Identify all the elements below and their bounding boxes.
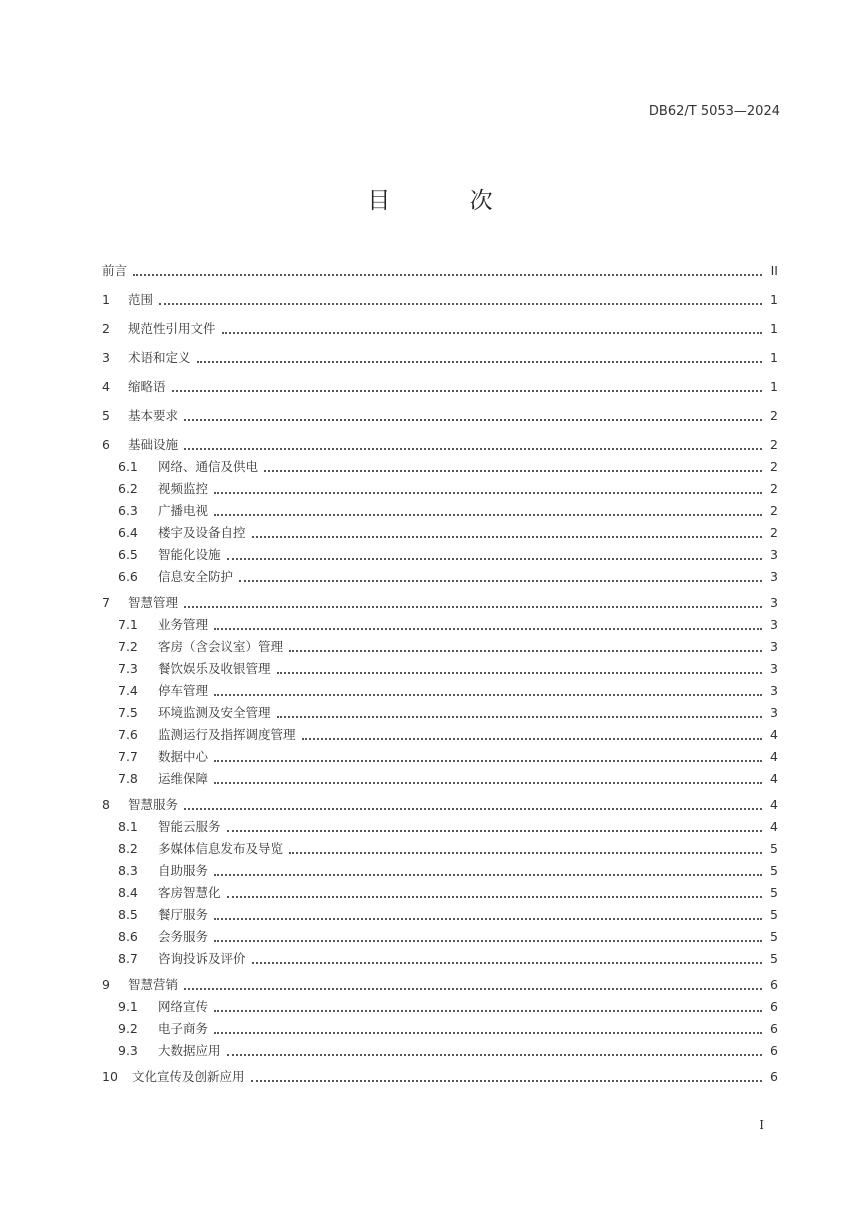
- dot-leader: [214, 917, 762, 920]
- toc-entry-page: 2: [770, 407, 778, 423]
- toc-entry[interactable]: [118, 904, 778, 924]
- toc-entry-page: 1: [770, 320, 778, 336]
- toc-entry-page: 3: [770, 616, 778, 632]
- dot-leader: [214, 491, 762, 494]
- toc-entry-label: 基本要求: [128, 408, 179, 423]
- toc-entry-page: 1: [770, 291, 778, 307]
- toc-entry[interactable]: [102, 347, 778, 367]
- toc-entry-label: 缩略语: [128, 379, 166, 394]
- toc-entry[interactable]: [118, 478, 778, 498]
- dot-leader: [214, 1031, 762, 1034]
- toc-entry[interactable]: [118, 926, 778, 946]
- dot-leader: [214, 781, 762, 784]
- toc-entry-number: 7.3: [118, 660, 138, 676]
- toc-entry-number: 8.5: [118, 906, 138, 922]
- toc-entry-label: 规范性引用文件: [128, 321, 216, 336]
- toc-entry-label: 前言: [102, 263, 128, 278]
- toc-entry[interactable]: [118, 566, 778, 586]
- dot-leader: [133, 273, 762, 276]
- toc-entry-label: 环境监测及安全管理: [158, 705, 271, 720]
- toc-entry-page: 3: [770, 704, 778, 720]
- toc-entry-number: 2: [102, 320, 110, 336]
- toc-entry-page: 5: [770, 862, 778, 878]
- toc-entry-number: 9.1: [118, 998, 138, 1014]
- toc-entry-page: 6: [770, 1068, 778, 1084]
- toc-entry-number: 7.1: [118, 616, 138, 632]
- dot-leader: [184, 807, 762, 810]
- toc-entry-number: 8.3: [118, 862, 138, 878]
- toc-entry[interactable]: [102, 434, 778, 454]
- toc-entry-label: 楼宇及设备自控: [158, 525, 246, 540]
- toc-entry-number: 7.5: [118, 704, 138, 720]
- toc-entry-number: 6.4: [118, 524, 138, 540]
- toc-entry-label: 网络宣传: [158, 999, 209, 1014]
- toc-entry-page: 4: [770, 796, 778, 812]
- toc-entry[interactable]: [118, 614, 778, 634]
- dot-leader: [184, 987, 762, 990]
- dot-leader: [227, 829, 762, 832]
- toc-entry-label: 基础设施: [128, 437, 179, 452]
- toc-entry-label: 咨询投诉及评价: [158, 951, 246, 966]
- toc-entry-page: 4: [770, 748, 778, 764]
- toc-entry-number: 8.6: [118, 928, 138, 944]
- toc-entry-page: 3: [770, 682, 778, 698]
- document-code: DB62/T 5053—2024: [648, 104, 780, 119]
- toc-entry-label: 电子商务: [158, 1021, 209, 1036]
- toc-entry-number: 6: [102, 436, 110, 452]
- toc-entry[interactable]: [102, 794, 778, 814]
- toc-entry-number: 3: [102, 349, 110, 365]
- toc-entry-number: 8.1: [118, 818, 138, 834]
- dot-leader: [302, 737, 762, 740]
- dot-leader: [214, 513, 762, 516]
- toc-entry-number: 7: [102, 594, 110, 610]
- toc-entry-label: 餐饮娱乐及收银管理: [158, 661, 271, 676]
- toc-entry-page: 4: [770, 770, 778, 786]
- toc-entry[interactable]: [118, 658, 778, 678]
- toc-entry-page: 2: [770, 436, 778, 452]
- toc-entry-page: 2: [770, 524, 778, 540]
- toc-entry-number: 7.8: [118, 770, 138, 786]
- toc-entry-page: 3: [770, 638, 778, 654]
- dot-leader: [184, 418, 762, 421]
- toc-entry-label: 信息安全防护: [158, 569, 234, 584]
- toc-entry[interactable]: [118, 522, 778, 542]
- toc-entry[interactable]: [118, 456, 778, 476]
- toc-entry-number: 10: [102, 1068, 118, 1084]
- toc-entry-page: 1: [770, 349, 778, 365]
- dot-leader: [239, 579, 762, 582]
- toc-entry-page: 6: [770, 1042, 778, 1058]
- toc-entry-label: 会务服务: [158, 929, 209, 944]
- toc-entry-label: 监测运行及指挥调度管理: [158, 727, 296, 742]
- toc-entry-page: 3: [770, 660, 778, 676]
- toc-entry[interactable]: [118, 768, 778, 788]
- dot-leader: [251, 1079, 762, 1082]
- toc-entry-label: 运维保障: [158, 771, 209, 786]
- toc-entry-number: 6.1: [118, 458, 138, 474]
- toc-entry-page: 2: [770, 480, 778, 496]
- dot-leader: [184, 605, 762, 608]
- toc-entry[interactable]: [118, 544, 778, 564]
- dot-leader: [277, 671, 762, 674]
- toc-entry[interactable]: [102, 974, 778, 994]
- dot-leader: [222, 331, 762, 334]
- dot-leader: [214, 939, 762, 942]
- toc-entry-page: 3: [770, 546, 778, 562]
- page-title: 目 次: [367, 188, 529, 214]
- toc-entry-label: 停车管理: [158, 683, 209, 698]
- toc-entry[interactable]: [118, 1040, 778, 1060]
- dot-leader: [197, 360, 762, 363]
- dot-leader: [289, 851, 762, 854]
- dot-leader: [227, 1053, 762, 1056]
- toc-entry-page: II: [770, 262, 778, 278]
- toc-entry-page: 5: [770, 950, 778, 966]
- toc-entry-label: 范围: [128, 292, 154, 307]
- toc-entry-number: 7.7: [118, 748, 138, 764]
- toc-entry-page: 5: [770, 840, 778, 856]
- toc-entry[interactable]: [118, 636, 778, 656]
- toc-entry-label: 智慧管理: [128, 595, 179, 610]
- toc-entry-number: 8.2: [118, 840, 138, 856]
- toc-entry[interactable]: [102, 376, 778, 396]
- toc-entry[interactable]: [118, 860, 778, 880]
- toc-entry-number: 9: [102, 976, 110, 992]
- toc-entry-page: 2: [770, 458, 778, 474]
- dot-leader: [277, 715, 762, 718]
- toc-entry-label: 数据中心: [158, 749, 209, 764]
- toc-entry-page: 2: [770, 502, 778, 518]
- toc-entry-number: 8: [102, 796, 110, 812]
- toc-entry-label: 视频监控: [158, 481, 209, 496]
- toc-entry-label: 智慧服务: [128, 797, 179, 812]
- toc-entry-page: 5: [770, 928, 778, 944]
- dot-leader: [227, 895, 762, 898]
- toc-entry-page: 4: [770, 818, 778, 834]
- toc-entry-number: 6.5: [118, 546, 138, 562]
- toc-entry[interactable]: [118, 996, 778, 1016]
- toc-entry[interactable]: [118, 500, 778, 520]
- toc-entry-number: 7.6: [118, 726, 138, 742]
- toc-entry-number: 9.2: [118, 1020, 138, 1036]
- toc-entry-label: 自助服务: [158, 863, 209, 878]
- toc-entry-number: 7.4: [118, 682, 138, 698]
- toc-entry-label: 客房智慧化: [158, 885, 221, 900]
- toc-entry[interactable]: [118, 838, 778, 858]
- toc-entry-number: 6.6: [118, 568, 138, 584]
- toc-entry[interactable]: [118, 816, 778, 836]
- toc-entry[interactable]: [102, 260, 778, 280]
- toc-entry-label: 智慧营销: [128, 977, 179, 992]
- toc-entry[interactable]: [102, 289, 778, 309]
- toc-entry-label: 智能化设施: [158, 547, 221, 562]
- toc-entry[interactable]: [118, 702, 778, 722]
- dot-leader: [214, 1009, 762, 1012]
- toc-entry-label: 业务管理: [158, 617, 209, 632]
- toc-entry-page: 3: [770, 594, 778, 610]
- toc-entry[interactable]: [118, 680, 778, 700]
- toc-entry-number: 8.7: [118, 950, 138, 966]
- toc-entry-page: 6: [770, 998, 778, 1014]
- toc-entry[interactable]: [102, 318, 778, 338]
- toc-entry-number: 7.2: [118, 638, 138, 654]
- toc-entry-label: 网络、通信及供电: [158, 459, 259, 474]
- toc-entry-page: 5: [770, 884, 778, 900]
- dot-leader: [172, 389, 762, 392]
- toc-entry[interactable]: [102, 405, 778, 425]
- toc-entry[interactable]: [102, 592, 778, 612]
- toc-entry[interactable]: [102, 1066, 778, 1086]
- toc-entry[interactable]: [118, 882, 778, 902]
- toc-entry-page: 5: [770, 906, 778, 922]
- dot-leader: [289, 649, 762, 652]
- toc-entry-page: 6: [770, 1020, 778, 1036]
- dot-leader: [184, 447, 762, 450]
- toc-entry-label: 大数据应用: [158, 1043, 221, 1058]
- page-number: I: [759, 1118, 764, 1132]
- dot-leader: [214, 627, 762, 630]
- toc-entry-number: 6.3: [118, 502, 138, 518]
- toc-entry-label: 餐厅服务: [158, 907, 209, 922]
- toc-entry-label: 多媒体信息发布及导览: [158, 841, 284, 856]
- toc-entry-label: 广播电视: [158, 503, 209, 518]
- toc-entry[interactable]: [118, 746, 778, 766]
- dot-leader: [252, 961, 762, 964]
- dot-leader: [264, 469, 762, 472]
- toc-entry-number: 9.3: [118, 1042, 138, 1058]
- dot-leader: [214, 873, 762, 876]
- toc-entry-number: 8.4: [118, 884, 138, 900]
- dot-leader: [214, 693, 762, 696]
- toc-entry-label: 文化宣传及创新应用: [132, 1069, 245, 1084]
- toc-entry-label: 客房（含会议室）管理: [158, 639, 284, 654]
- toc-entry[interactable]: [118, 1018, 778, 1038]
- dot-leader: [252, 535, 762, 538]
- dot-leader: [227, 557, 762, 560]
- toc-entry-page: 6: [770, 976, 778, 992]
- toc-entry-label: 术语和定义: [128, 350, 191, 365]
- toc-entry-page: 1: [770, 378, 778, 394]
- toc-entry-page: 3: [770, 568, 778, 584]
- toc-entry-label: 智能云服务: [158, 819, 221, 834]
- toc-entry-page: 4: [770, 726, 778, 742]
- dot-leader: [214, 759, 762, 762]
- dot-leader: [159, 302, 762, 305]
- toc-entry[interactable]: [118, 724, 778, 744]
- toc-entry-number: 1: [102, 291, 110, 307]
- toc-entry-number: 6.2: [118, 480, 138, 496]
- toc-entry-number: 4: [102, 378, 110, 394]
- toc-entry-number: 5: [102, 407, 110, 423]
- toc-entry[interactable]: [118, 948, 778, 968]
